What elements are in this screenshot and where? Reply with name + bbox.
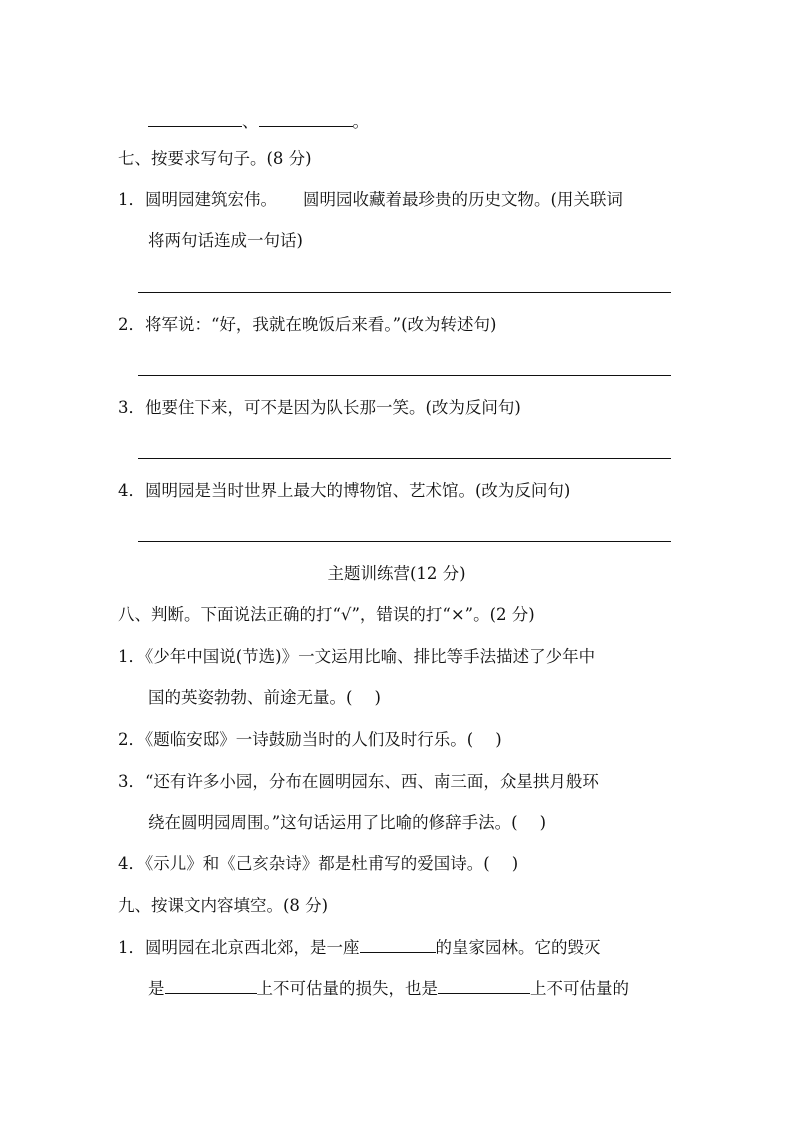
s8-q2: 2．《题临安邸》一诗鼓励当时的人们及时行乐。( ) (118, 730, 502, 749)
blank[interactable] (165, 978, 257, 994)
s7-q3: 3．他要住下来，可不是因为队长那一笑。(改为反问句) (118, 398, 521, 417)
section9-heading: 九、按课文内容填空。(8 分) (118, 896, 329, 915)
answer-line[interactable] (138, 541, 671, 542)
s8-q1-line1: 1．《少年中国说(节选)》一文运用比喻、排比等手法描述了少年中 (118, 647, 596, 666)
s9-q1-line2: 是 上不可估量的损失，也是 上不可估量的 (148, 979, 629, 998)
answer-line[interactable] (138, 375, 671, 376)
section8-heading: 八、判断。下面说法正确的打“√”，错误的打“×”。(2 分) (118, 605, 535, 624)
s8-q1-line2: 国的英姿勃勃、前途无量。( ) (148, 688, 381, 707)
blank[interactable] (360, 937, 436, 953)
blank[interactable] (438, 978, 530, 994)
s8-q3-line2: 绕在圆明园周围。”这句话运用了比喻的修辞手法。( ) (148, 813, 547, 832)
s8-q3-line1: 3．“还有许多小园，分布在圆明园东、西、南三面，众星拱月般环 (118, 772, 599, 791)
blank[interactable] (259, 111, 353, 127)
theme-title: 主题训练营(12 分) (327, 564, 466, 583)
section7-heading: 七、按要求写句子。(8 分) (118, 149, 312, 168)
top-blanks-line: 、 。 (148, 111, 369, 133)
answer-line[interactable] (138, 292, 671, 293)
s7-q4: 4．圆明园是当时世界上最大的博物馆、艺术馆。(改为反问句) (118, 481, 571, 500)
s7-q1-line1: 1．圆明园建筑宏伟。 圆明园收藏着最珍贵的历史文物。(用关联词 (118, 190, 623, 209)
s7-q1-line2: 将两句话连成一句话) (148, 231, 303, 250)
answer-line[interactable] (138, 458, 671, 459)
s7-q2: 2．将军说：“好，我就在晚饭后来看。”(改为转述句) (118, 315, 497, 334)
s9-q1-line1: 1．圆明园在北京西北郊，是一座 的皇家园林。它的毁灭 (118, 938, 601, 957)
blank[interactable] (148, 111, 242, 127)
s8-q4: 4．《示儿》和《己亥杂诗》都是杜甫写的爱国诗。( ) (118, 854, 519, 873)
